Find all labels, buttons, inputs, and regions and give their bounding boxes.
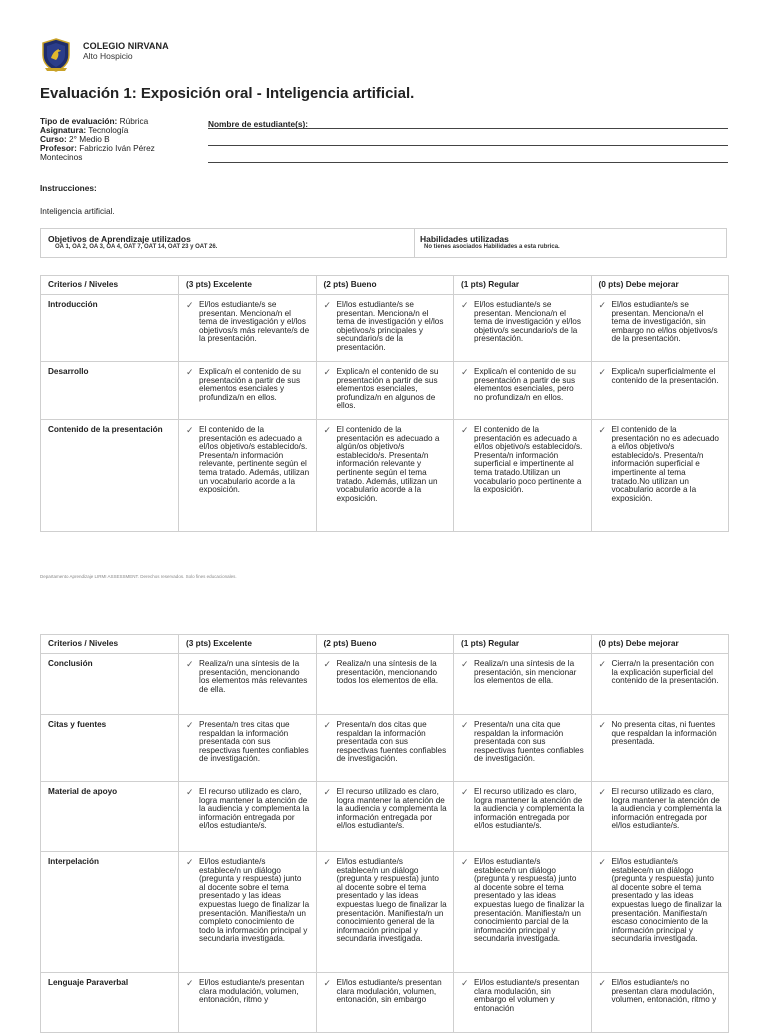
check-icon: ✓: [461, 659, 469, 669]
student-name-line[interactable]: [208, 128, 728, 129]
check-icon: ✓: [461, 857, 469, 867]
header-bueno: (2 pts) Bueno: [316, 635, 454, 654]
table-row: [41, 715, 729, 782]
rubric-table-page2: [40, 634, 729, 1033]
check-icon: ✓: [598, 787, 607, 797]
header-criteria: Criterios / Niveles: [41, 276, 179, 295]
criterion-label: Lenguaje Paraverbal: [41, 973, 179, 1033]
check-icon: ✓: [186, 659, 194, 669]
rubric-cell: ✓ Cierra/n la presentación con la explicación superficial del contenido de la presentación.: [591, 654, 729, 715]
check-icon: ✓: [598, 659, 607, 669]
objectives-text: OA 1, OA 2, OA 3, OA 4, OAT 7, OAT 14, OAT 23 y OAT 26.: [55, 244, 218, 250]
header-regular: (1 pts) Regular: [454, 276, 592, 295]
check-icon: ✓: [323, 659, 332, 669]
table-row: [41, 852, 729, 973]
rubric-cell: ✓ Realiza/n una síntesis de la presentación, mencionando todos los elementos de ella.: [316, 654, 454, 715]
header-excelente: (3 pts) Excelente: [179, 276, 317, 295]
student-name-line[interactable]: [208, 162, 728, 163]
check-icon: ✓: [461, 425, 469, 435]
check-icon: ✓: [323, 978, 332, 988]
header-regular: (1 pts) Regular: [454, 635, 592, 654]
rubric-cell: ✓ El contenido de la presentación es adecuado a el/los objetivo/s establecido/s. Presenta/n información superficial e impertinente al tema tratado.Utilizan un vocabulario poco pertinente a la exposición.: [454, 420, 592, 532]
check-icon: ✓: [461, 367, 469, 377]
school-logo: [41, 38, 71, 72]
criterion-label: Desarrollo: [41, 362, 179, 420]
check-icon: ✓: [598, 425, 607, 435]
check-icon: ✓: [598, 978, 607, 988]
footer-note: Departamento Aprendizaje LIRMI ASSESSMENT. Derechos reservados. Solo fines educacionales.: [40, 574, 237, 579]
check-icon: ✓: [461, 787, 469, 797]
check-icon: ✓: [186, 367, 194, 377]
profesor-label: Profesor:: [40, 143, 77, 153]
rubric-cell: ✓ El/los estudiante/s presentan clara modulación, volumen, entonación, sin embargo: [316, 973, 454, 1033]
header-debe-mejorar: (0 pts) Debe mejorar: [591, 635, 729, 654]
asignatura-label: Asignatura:: [40, 125, 87, 135]
check-icon: ✓: [186, 787, 194, 797]
skills-text: No tienes asociados Habilidades a esta rubrica.: [424, 244, 560, 250]
rubric-cell: ✓ El/los estudiante/s presentan clara modulación, volumen, entonación, ritmo y: [179, 973, 317, 1033]
tipo-label: Tipo de evaluación:: [40, 116, 118, 126]
rubric-cell: ✓ Explica/n el contenido de su presentación a partir de sus elementos esenciales, profundiza/n en algunos de ellos.: [316, 362, 454, 420]
school-city: Alto Hospicio: [83, 51, 133, 61]
rubric-cell: ✓ El/los estudiante/s se presentan. Menciona/n el tema de investigación y el/los objetivos/s más relevante/s de la presentación.: [179, 295, 317, 362]
rubric-cell: ✓ Presenta/n tres citas que respaldan la información presentada con sus respectivas fuentes confiables de investigación.: [179, 715, 317, 782]
criterion-label: Introducción: [41, 295, 179, 362]
rubric-cell: ✓ El/los estudiante/s establece/n un diálogo (pregunta y respuesta) junto al docente sobre el tema presentado y las ideas expuestas luego de finalizar la presentación. Manifiesta/n un completo conocimiento de todo la información principal y secundaria investigada.: [179, 852, 317, 973]
criterion-label: Conclusión: [41, 654, 179, 715]
check-icon: ✓: [186, 300, 194, 310]
check-icon: ✓: [323, 425, 332, 435]
school-name: COLEGIO NIRVANA: [83, 41, 169, 51]
rubric-cell: ✓ Explica/n superficialmente el contenido de la presentación.: [591, 362, 729, 420]
check-icon: ✓: [186, 425, 194, 435]
rubric-cell: ✓ Explica/n el contenido de su presentación a partir de sus elementos esenciales y profundiza/n en ellos.: [179, 362, 317, 420]
shield-crest-icon: [41, 38, 71, 72]
rubric-cell: ✓ El recurso utilizado es claro, logra mantener la atención de la audiencia y complementa la información entregada por el/los estudiante/s.: [316, 782, 454, 852]
check-icon: ✓: [461, 720, 469, 730]
check-icon: ✓: [186, 720, 194, 730]
check-icon: ✓: [461, 978, 469, 988]
rubric-cell: ✓ El/los estudiante/s se presentan. Menciona/n el tema de investigación y el/los objetivo/s secundario/s de la presentación.: [454, 295, 592, 362]
table-row: [41, 295, 729, 362]
rubric-cell: ✓ El/los estudiante/s presentan clara modulación, sin embargo el volumen y entonación: [454, 973, 592, 1033]
check-icon: ✓: [598, 367, 607, 377]
header-criteria: Criterios / Niveles: [41, 635, 179, 654]
rubric-cell: ✓ El/los estudiante/s establece/n un diálogo (pregunta y respuesta) junto al docente sobre el tema presentado y las ideas expuestas luego de finalizar la presentación. Manifiesta/n un conocimiento parcial de la información principal y secundaria investigada.: [454, 852, 592, 973]
check-icon: ✓: [186, 978, 194, 988]
student-name-label: Nombre de estudiante(s):: [208, 119, 309, 129]
rubric-cell: ✓ El/los estudiante/s se presentan. Menciona/n el tema de investigación, sin embargo no el/los objetivos/s de la presentación.: [591, 295, 729, 362]
profesor-value: Fabriczio Iván Pérez Montecinos: [40, 143, 155, 162]
rubric-cell: ✓ El/los estudiante/s establece/n un diálogo (pregunta y respuesta) junto al docente sobre el tema presentado y las ideas expuestas luego de finalizar la presentación. Manifiesta/n un conocimiento general de la información principal y secundaria investigada.: [316, 852, 454, 973]
criterion-label: Interpelación: [41, 852, 179, 973]
criterion-label: Contenido de la presentación: [41, 420, 179, 532]
rubric-cell: ✓ El recurso utilizado es claro, logra mantener la atención de la audiencia y complementa la información entregada por el/los estudiante/s.: [591, 782, 729, 852]
curso-label: Curso:: [40, 134, 67, 144]
skills-title: Habilidades utilizadas: [420, 234, 509, 244]
rubric-cell: ✓ Presenta/n una cita que respaldan la información presentada con sus respectivas fuentes confiables de investigación.: [454, 715, 592, 782]
page-title: Evaluación 1: Exposición oral - Inteligencia artificial.: [40, 85, 415, 102]
check-icon: ✓: [323, 300, 332, 310]
rubric-cell: ✓ Explica/n el contenido de su presentación a partir de sus elementos esenciales, pero no profundiza/n en ellos.: [454, 362, 592, 420]
rubric-cell: ✓ El contenido de la presentación es adecuado a algún/os objetivo/s establecido/s. Presenta/n información relevante y pertinente según el tema tratado. Además, utilizan un vocabulario acorde a la exposición.: [316, 420, 454, 532]
curso-value: 2° Medio B: [69, 134, 110, 144]
header-debe-mejorar: (0 pts) Debe mejorar: [591, 276, 729, 295]
objectives-title: Objetivos de Aprendizaje utilizados: [48, 234, 191, 244]
check-icon: ✓: [461, 300, 469, 310]
rubric-header-row: [41, 276, 729, 295]
table-row: [41, 362, 729, 420]
rubric-cell: ✓ El recurso utilizado es claro, logra mantener la atención de la audiencia y complementa la información entregada por el/los estudiante/s.: [179, 782, 317, 852]
rubric-cell: ✓ No presenta citas, ni fuentes que respaldan la información presentada.: [591, 715, 729, 782]
rubric-cell: ✓ Presenta/n dos citas que respaldan la información presentada con sus respectivas fuentes confiables de investigación.: [316, 715, 454, 782]
rubric-cell: ✓ El/los estudiante/s establece/n un diálogo (pregunta y respuesta) junto al docente sobre el tema presentado y las ideas expuestas luego de finalizar la presentación. Manifiesta/n escaso conocimiento de la información principal y secundaria investigada.: [591, 852, 729, 973]
header-bueno: (2 pts) Bueno: [316, 276, 454, 295]
table-row: [41, 420, 729, 532]
check-icon: ✓: [598, 720, 607, 730]
instructions-text: Inteligencia artificial.: [40, 206, 115, 216]
criterion-label: Material de apoyo: [41, 782, 179, 852]
check-icon: ✓: [323, 787, 332, 797]
check-icon: ✓: [323, 367, 332, 377]
rubric-cell: ✓ Realiza/n una síntesis de la presentación, sin mencionar los elementos de ella.: [454, 654, 592, 715]
tipo-value: Rúbrica: [119, 116, 149, 126]
rubric-cell: ✓ El/los estudiante/s se presentan. Menciona/n el tema de investigación y el/los objetivos/s principales y secundario/s de la presentación.: [316, 295, 454, 362]
rubric-cell: ✓ El recurso utilizado es claro, logra mantener la atención de la audiencia y complementa la información entregada por el/los estudiante/s.: [454, 782, 592, 852]
objectives-divider: [414, 228, 415, 258]
check-icon: ✓: [598, 857, 607, 867]
table-row: [41, 782, 729, 852]
rubric-table-page1: [40, 275, 729, 532]
asignatura-value: Tecnología: [88, 125, 129, 135]
check-icon: ✓: [598, 300, 607, 310]
rubric-cell: ✓ El contenido de la presentación es adecuado a el/los objetivo/s establecido/s. Presenta/n información relevante, pertinente según el tema tratado. Además, utilizan un vocabulario acorde a la exposición.: [179, 420, 317, 532]
rubric-cell: ✓ Realiza/n una síntesis de la presentación, mencionando los elementos más relevantes de ella.: [179, 654, 317, 715]
criterion-label: Citas y fuentes: [41, 715, 179, 782]
header-excelente: (3 pts) Excelente: [179, 635, 317, 654]
rubric-header-row: [41, 635, 729, 654]
table-row: [41, 654, 729, 715]
check-icon: ✓: [323, 720, 332, 730]
evaluation-meta: [40, 117, 180, 162]
rubric-cell: ✓ El contenido de la presentación no es adecuado a el/los objetivo/s establecido/s. Presenta/n información superficial e impertinente al tema tratado.No utilizan un vocabulario acorde a la exposición.: [591, 420, 729, 532]
check-icon: ✓: [186, 857, 194, 867]
check-icon: ✓: [323, 857, 332, 867]
rubric-cell: ✓ El/los estudiante/s no presentan clara modulación, volumen, entonación, ritmo y: [591, 973, 729, 1033]
instructions-title: Instrucciones:: [40, 183, 97, 193]
student-name-line[interactable]: [208, 145, 728, 146]
